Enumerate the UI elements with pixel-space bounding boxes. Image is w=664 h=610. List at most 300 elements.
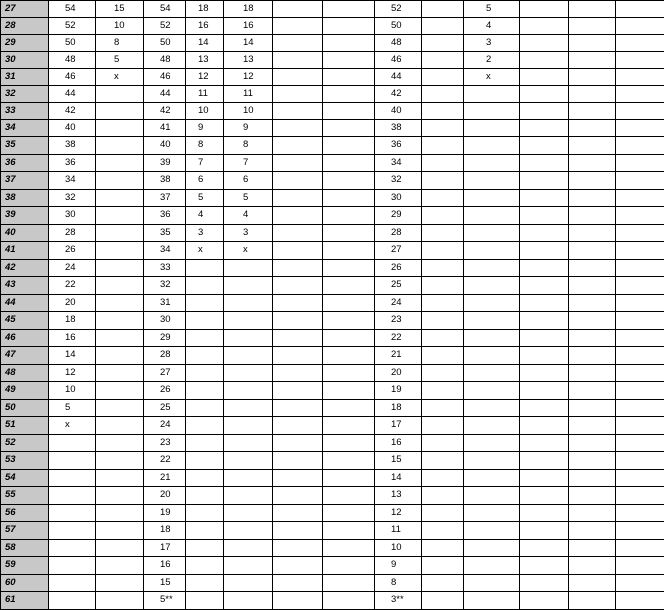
table-row <box>1 259 664 277</box>
table-cell: 12 <box>375 504 422 522</box>
table-cell <box>422 574 464 592</box>
table-cell <box>616 35 664 52</box>
table-cell <box>224 592 273 610</box>
table-cell <box>616 69 664 86</box>
table-cell: 40 <box>49 120 96 137</box>
row-header: 42 <box>1 259 49 277</box>
table-cell <box>323 347 375 365</box>
table-cell: 11 <box>186 86 224 103</box>
table-cell <box>616 452 664 470</box>
table-cell <box>422 103 464 120</box>
row-header: 46 <box>1 329 49 347</box>
table-cell: 2 <box>464 52 520 69</box>
table-cell <box>49 487 96 505</box>
table-cell: 20 <box>144 487 186 505</box>
table-cell <box>273 120 323 137</box>
table-cell: 9 <box>224 120 273 137</box>
table-cell <box>96 364 144 382</box>
table-cell <box>520 434 569 452</box>
table-cell <box>569 469 616 487</box>
table-cell <box>96 557 144 575</box>
table-cell: 17 <box>375 417 422 435</box>
table-cell <box>273 469 323 487</box>
table-cell <box>273 417 323 435</box>
table-cell <box>569 347 616 365</box>
table-cell <box>96 224 144 242</box>
table-cell <box>323 18 375 35</box>
table-cell <box>323 399 375 417</box>
table-cell: 5 <box>464 1 520 18</box>
table-cell <box>273 434 323 452</box>
table-cell <box>616 592 664 610</box>
table-cell <box>273 103 323 120</box>
table-cell <box>96 207 144 225</box>
table-cell <box>96 189 144 207</box>
table-cell <box>616 417 664 435</box>
table-cell <box>273 399 323 417</box>
table-cell <box>224 259 273 277</box>
table-cell: 30 <box>49 207 96 225</box>
table-cell <box>224 277 273 295</box>
table-cell <box>224 539 273 557</box>
table-cell <box>273 487 323 505</box>
table-cell: 34 <box>144 242 186 260</box>
table-cell <box>186 469 224 487</box>
row-header: 39 <box>1 207 49 225</box>
table-row <box>1 364 664 382</box>
row-header: 60 <box>1 574 49 592</box>
table-cell <box>464 487 520 505</box>
table-cell: 25 <box>144 399 186 417</box>
table-cell: 16 <box>49 329 96 347</box>
table-cell: 15 <box>375 452 422 470</box>
row-header: 49 <box>1 382 49 400</box>
table-cell <box>422 224 464 242</box>
table-cell: 4 <box>224 207 273 225</box>
table-cell <box>520 1 569 18</box>
table-cell: 29 <box>375 207 422 225</box>
table-cell: 12 <box>224 69 273 86</box>
table-row <box>1 452 664 470</box>
table-cell <box>569 69 616 86</box>
table-cell <box>49 452 96 470</box>
table-cell <box>96 312 144 330</box>
table-row <box>1 399 664 417</box>
table-cell <box>569 1 616 18</box>
table-cell <box>569 18 616 35</box>
table-cell: 10 <box>49 382 96 400</box>
table-cell <box>520 469 569 487</box>
table-cell <box>422 539 464 557</box>
table-cell <box>96 399 144 417</box>
table-cell <box>616 189 664 207</box>
table-cell <box>273 86 323 103</box>
table-cell <box>569 417 616 435</box>
row-header: 40 <box>1 224 49 242</box>
table-cell <box>273 522 323 540</box>
table-cell <box>323 434 375 452</box>
table-cell <box>464 329 520 347</box>
table-cell <box>96 434 144 452</box>
table-cell <box>323 382 375 400</box>
table-cell <box>464 469 520 487</box>
table-cell <box>224 504 273 522</box>
table-cell <box>186 277 224 295</box>
table-cell: 41 <box>144 120 186 137</box>
table-cell: 34 <box>49 172 96 190</box>
table-cell <box>323 557 375 575</box>
table-row <box>1 1 664 18</box>
table-cell <box>569 329 616 347</box>
table-cell <box>186 592 224 610</box>
table-cell <box>422 417 464 435</box>
table-cell <box>616 103 664 120</box>
table-cell: 40 <box>144 137 186 155</box>
table-cell <box>96 382 144 400</box>
table-cell: 29 <box>144 329 186 347</box>
table-cell <box>323 312 375 330</box>
table-cell <box>224 417 273 435</box>
table-cell <box>224 382 273 400</box>
table-cell <box>464 504 520 522</box>
table-row <box>1 277 664 295</box>
table-cell <box>422 382 464 400</box>
table-row <box>1 539 664 557</box>
table-cell <box>224 487 273 505</box>
table-cell: 42 <box>49 103 96 120</box>
table-cell: 32 <box>375 172 422 190</box>
table-cell <box>422 399 464 417</box>
table-cell <box>96 522 144 540</box>
table-cell: 35 <box>144 224 186 242</box>
table-cell <box>186 417 224 435</box>
table-cell: 30 <box>375 189 422 207</box>
table-cell <box>273 259 323 277</box>
table-cell: 22 <box>49 277 96 295</box>
table-cell: 39 <box>144 154 186 172</box>
table-cell <box>273 207 323 225</box>
table-cell: 22 <box>375 329 422 347</box>
table-cell: 18 <box>144 522 186 540</box>
table-cell <box>520 277 569 295</box>
row-header: 43 <box>1 277 49 295</box>
table-cell <box>569 294 616 312</box>
table-row <box>1 224 664 242</box>
table-cell <box>186 312 224 330</box>
table-cell <box>569 382 616 400</box>
table-cell <box>520 452 569 470</box>
table-cell <box>422 557 464 575</box>
table-cell <box>520 86 569 103</box>
row-header: 54 <box>1 469 49 487</box>
table-cell <box>273 154 323 172</box>
table-cell <box>464 294 520 312</box>
table-cell <box>616 242 664 260</box>
table-cell: 37 <box>144 189 186 207</box>
table-cell <box>520 259 569 277</box>
table-cell <box>96 329 144 347</box>
table-cell <box>273 382 323 400</box>
row-header: 51 <box>1 417 49 435</box>
table-cell <box>96 172 144 190</box>
table-cell <box>464 557 520 575</box>
table-cell <box>422 434 464 452</box>
table-cell <box>273 452 323 470</box>
table-cell <box>520 172 569 190</box>
table-cell: 33 <box>144 259 186 277</box>
table-row <box>1 103 664 120</box>
table-cell <box>464 364 520 382</box>
table-cell <box>49 539 96 557</box>
table-cell: x <box>49 417 96 435</box>
table-cell <box>323 189 375 207</box>
table-cell: 3 <box>186 224 224 242</box>
table-cell <box>616 312 664 330</box>
table-cell <box>520 137 569 155</box>
table-cell <box>464 224 520 242</box>
table-cell: 3 <box>224 224 273 242</box>
table-row <box>1 294 664 312</box>
table-cell <box>273 277 323 295</box>
table-cell <box>616 434 664 452</box>
table-cell <box>273 312 323 330</box>
table-cell <box>323 539 375 557</box>
table-cell: 16 <box>186 18 224 35</box>
table-cell: 10 <box>96 18 144 35</box>
table-cell <box>96 347 144 365</box>
table-cell <box>186 557 224 575</box>
table-cell <box>464 120 520 137</box>
table-row <box>1 137 664 155</box>
table-cell <box>520 522 569 540</box>
table-cell <box>464 189 520 207</box>
table-row <box>1 522 664 540</box>
row-header: 53 <box>1 452 49 470</box>
table-cell <box>186 574 224 592</box>
table-cell <box>616 18 664 35</box>
table-cell <box>96 574 144 592</box>
table-cell <box>273 69 323 86</box>
table-cell <box>323 137 375 155</box>
table-cell: 52 <box>49 18 96 35</box>
row-header: 30 <box>1 52 49 69</box>
table-cell <box>49 469 96 487</box>
table-cell <box>422 452 464 470</box>
table-row <box>1 592 664 610</box>
table-cell: 14 <box>375 469 422 487</box>
row-header: 31 <box>1 69 49 86</box>
row-header: 59 <box>1 557 49 575</box>
table-cell <box>520 294 569 312</box>
table-cell <box>520 539 569 557</box>
table-cell: 7 <box>224 154 273 172</box>
table-cell <box>422 189 464 207</box>
table-cell <box>569 452 616 470</box>
table-cell: 3 <box>464 35 520 52</box>
table-cell <box>616 539 664 557</box>
table-cell <box>96 294 144 312</box>
table-cell <box>422 504 464 522</box>
table-cell <box>273 52 323 69</box>
table-cell: 27 <box>144 364 186 382</box>
table-cell <box>96 154 144 172</box>
table-cell <box>569 172 616 190</box>
table-cell: 30 <box>144 312 186 330</box>
row-header: 27 <box>1 1 49 18</box>
table-cell <box>273 189 323 207</box>
table-row <box>1 154 664 172</box>
table-cell <box>464 574 520 592</box>
table-cell <box>273 347 323 365</box>
table-cell <box>49 434 96 452</box>
table-cell <box>96 469 144 487</box>
table-row <box>1 52 664 69</box>
table-cell: 20 <box>49 294 96 312</box>
table-row <box>1 329 664 347</box>
table-cell: 44 <box>375 69 422 86</box>
table-cell <box>569 592 616 610</box>
table-cell <box>464 103 520 120</box>
table-cell: 10 <box>224 103 273 120</box>
table-cell <box>520 557 569 575</box>
table-cell <box>96 592 144 610</box>
table-cell <box>569 557 616 575</box>
table-cell <box>464 399 520 417</box>
table-cell <box>273 294 323 312</box>
table-cell <box>323 277 375 295</box>
table-cell <box>464 452 520 470</box>
table-cell <box>186 452 224 470</box>
table-row <box>1 312 664 330</box>
table-cell <box>96 86 144 103</box>
table-cell <box>520 154 569 172</box>
table-cell: 9 <box>375 557 422 575</box>
table-cell: x <box>224 242 273 260</box>
table-row <box>1 69 664 86</box>
table-row <box>1 487 664 505</box>
table-cell <box>96 452 144 470</box>
table-cell <box>464 86 520 103</box>
table-cell: 13 <box>224 52 273 69</box>
table-cell <box>464 312 520 330</box>
table-cell: 16 <box>144 557 186 575</box>
table-cell: 24 <box>49 259 96 277</box>
table-cell <box>323 294 375 312</box>
table-cell <box>96 137 144 155</box>
table-cell: 15 <box>96 1 144 18</box>
table-cell <box>569 277 616 295</box>
table-cell: 15 <box>144 574 186 592</box>
table-cell <box>616 399 664 417</box>
table-row <box>1 417 664 435</box>
table-cell <box>569 312 616 330</box>
table-cell <box>520 329 569 347</box>
table-cell <box>96 277 144 295</box>
row-header: 44 <box>1 294 49 312</box>
table-cell <box>464 592 520 610</box>
table-cell: 28 <box>375 224 422 242</box>
table-cell: 44 <box>49 86 96 103</box>
table-cell <box>323 329 375 347</box>
table-cell: 8 <box>375 574 422 592</box>
table-cell: 38 <box>49 137 96 155</box>
table-cell <box>569 154 616 172</box>
table-cell <box>422 259 464 277</box>
table-cell <box>224 294 273 312</box>
table-cell <box>569 504 616 522</box>
table-cell <box>273 18 323 35</box>
table-cell: 54 <box>144 1 186 18</box>
table-cell <box>464 242 520 260</box>
table-cell <box>520 504 569 522</box>
table-cell <box>569 103 616 120</box>
table-cell: x <box>96 69 144 86</box>
table-cell <box>616 557 664 575</box>
table-cell: 28 <box>144 347 186 365</box>
table-cell <box>464 434 520 452</box>
table-cell <box>186 504 224 522</box>
table-cell <box>464 172 520 190</box>
row-header: 52 <box>1 434 49 452</box>
table-cell <box>422 1 464 18</box>
table-cell <box>616 487 664 505</box>
table-cell: 23 <box>144 434 186 452</box>
table-cell: 52 <box>144 18 186 35</box>
table-cell <box>422 35 464 52</box>
row-header: 32 <box>1 86 49 103</box>
table-cell: 6 <box>224 172 273 190</box>
table-cell <box>520 189 569 207</box>
row-header: 56 <box>1 504 49 522</box>
table-row <box>1 382 664 400</box>
table-cell <box>186 329 224 347</box>
table-cell <box>323 259 375 277</box>
table-row <box>1 172 664 190</box>
table-cell: 10 <box>375 539 422 557</box>
table-cell: 6 <box>186 172 224 190</box>
table-cell <box>520 574 569 592</box>
table-cell <box>323 417 375 435</box>
table-cell: 50 <box>144 35 186 52</box>
table-cell <box>464 154 520 172</box>
table-cell: 24 <box>144 417 186 435</box>
table-cell: 17 <box>144 539 186 557</box>
table-cell <box>520 347 569 365</box>
table-cell <box>186 364 224 382</box>
row-header: 29 <box>1 35 49 52</box>
table-cell: 32 <box>144 277 186 295</box>
table-cell <box>273 35 323 52</box>
table-cell: 50 <box>375 18 422 35</box>
table-cell <box>323 592 375 610</box>
table-cell <box>422 312 464 330</box>
table-cell <box>569 522 616 540</box>
table-cell <box>224 329 273 347</box>
table-cell <box>273 172 323 190</box>
table-cell <box>323 469 375 487</box>
table-cell: 46 <box>144 69 186 86</box>
table-cell: 20 <box>375 364 422 382</box>
table-body <box>1 1 664 610</box>
table-cell: 14 <box>49 347 96 365</box>
table-cell <box>569 52 616 69</box>
table-cell <box>520 103 569 120</box>
row-header: 61 <box>1 592 49 610</box>
table-cell <box>186 294 224 312</box>
table-row <box>1 18 664 35</box>
table-cell <box>323 487 375 505</box>
table-cell <box>323 86 375 103</box>
